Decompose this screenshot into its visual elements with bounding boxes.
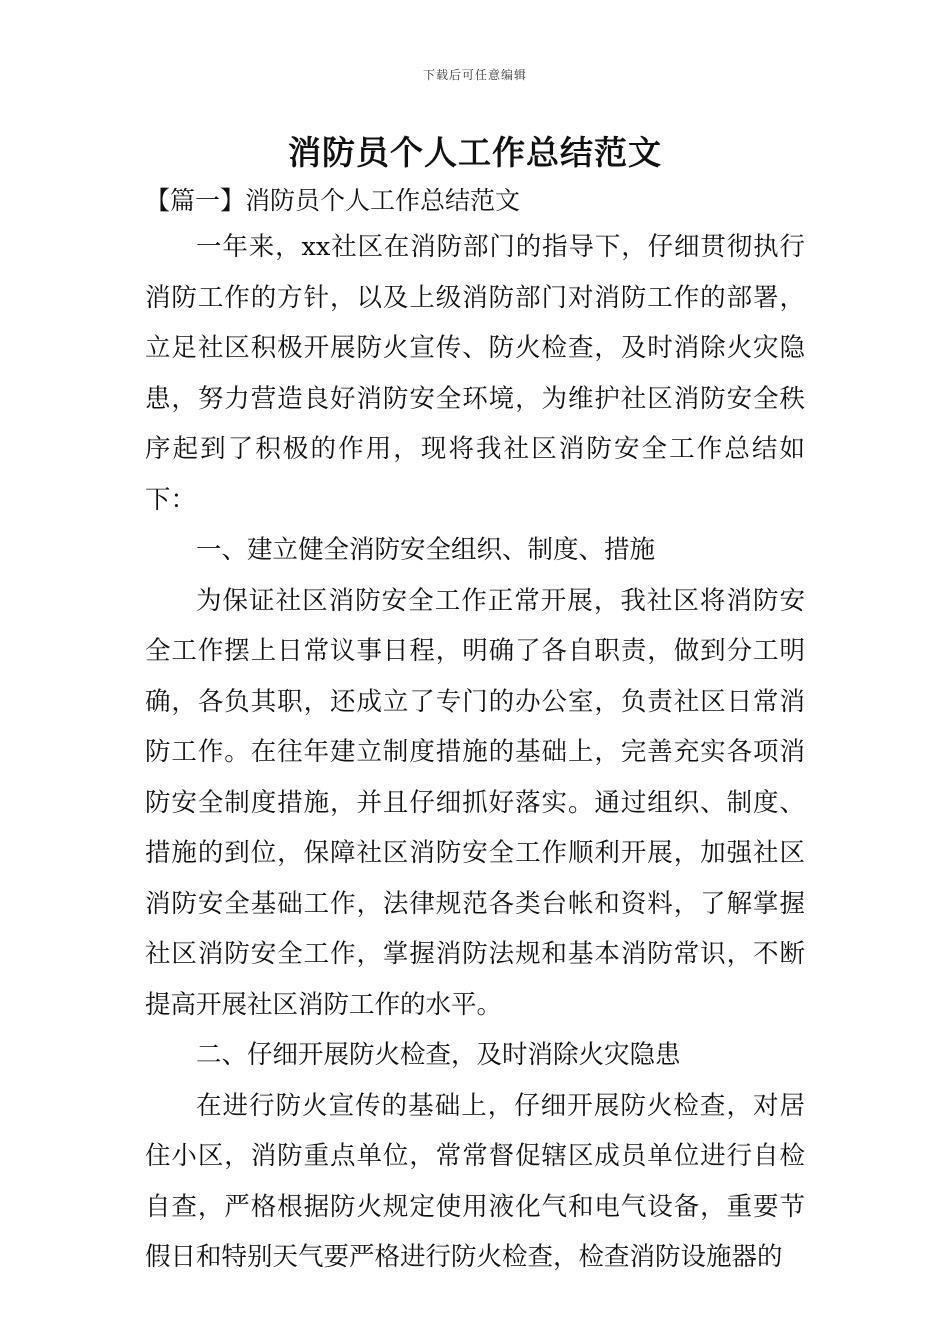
paragraph-intro: 一年来，xx社区在消防部门的指导下，仔细贯彻执行消防工作的方针，以及上级消防部门对消防工作的部署，立足社区积极开展防火宣传、防火检查，及时消除火灾隐患，努力营造良好消防安全环境，为维护社区消防安全秩序起到了积极的作用，现将我社区消防安全工作总结如下： xyxy=(145,232,805,515)
section-heading-1: 一、建立健全消防安全组织、制度、措施 xyxy=(196,535,656,565)
header-note: 下载后可任意编辑 xyxy=(422,68,527,82)
section-heading-2: 二、仔细开展防火检查，及时消除火灾隐患 xyxy=(196,1040,681,1070)
paragraph-section-2: 在进行防火宣传的基础上，仔细开展防火检查，对居住小区，消防重点单位，常常督促辖区成员单位进行自检自查，严格根据防火规定使用液化气和电气设备，重要节假日和特别天气要严格进行防火检查，检查消防设施器的 xyxy=(145,1090,805,1272)
document-subtitle: 【篇一】消防员个人工作总结范文 xyxy=(145,186,521,215)
document-body xyxy=(145,222,805,1283)
document-title: 消防员个人工作总结范文 xyxy=(288,133,662,172)
paragraph-section-1: 为保证社区消防安全工作正常开展，我社区将消防安全工作摆上日常议事日程，明确了各自职责，做到分工明确，各负其职，还成立了专门的办公室，负责社区日常消防工作。在往年建立制度措施的基础上，完善充实各项消防安全制度措施，并且仔细抓好落实。通过组织、制度、措施的到位，保障社区消防安全工作顺利开展，加强社区消防安全基础工作，法律规范各类台帐和资料，了解掌握社区消防安全工作，掌握消防法规和基本消防常识，不断提高开展社区消防工作的水平。 xyxy=(145,585,805,1020)
